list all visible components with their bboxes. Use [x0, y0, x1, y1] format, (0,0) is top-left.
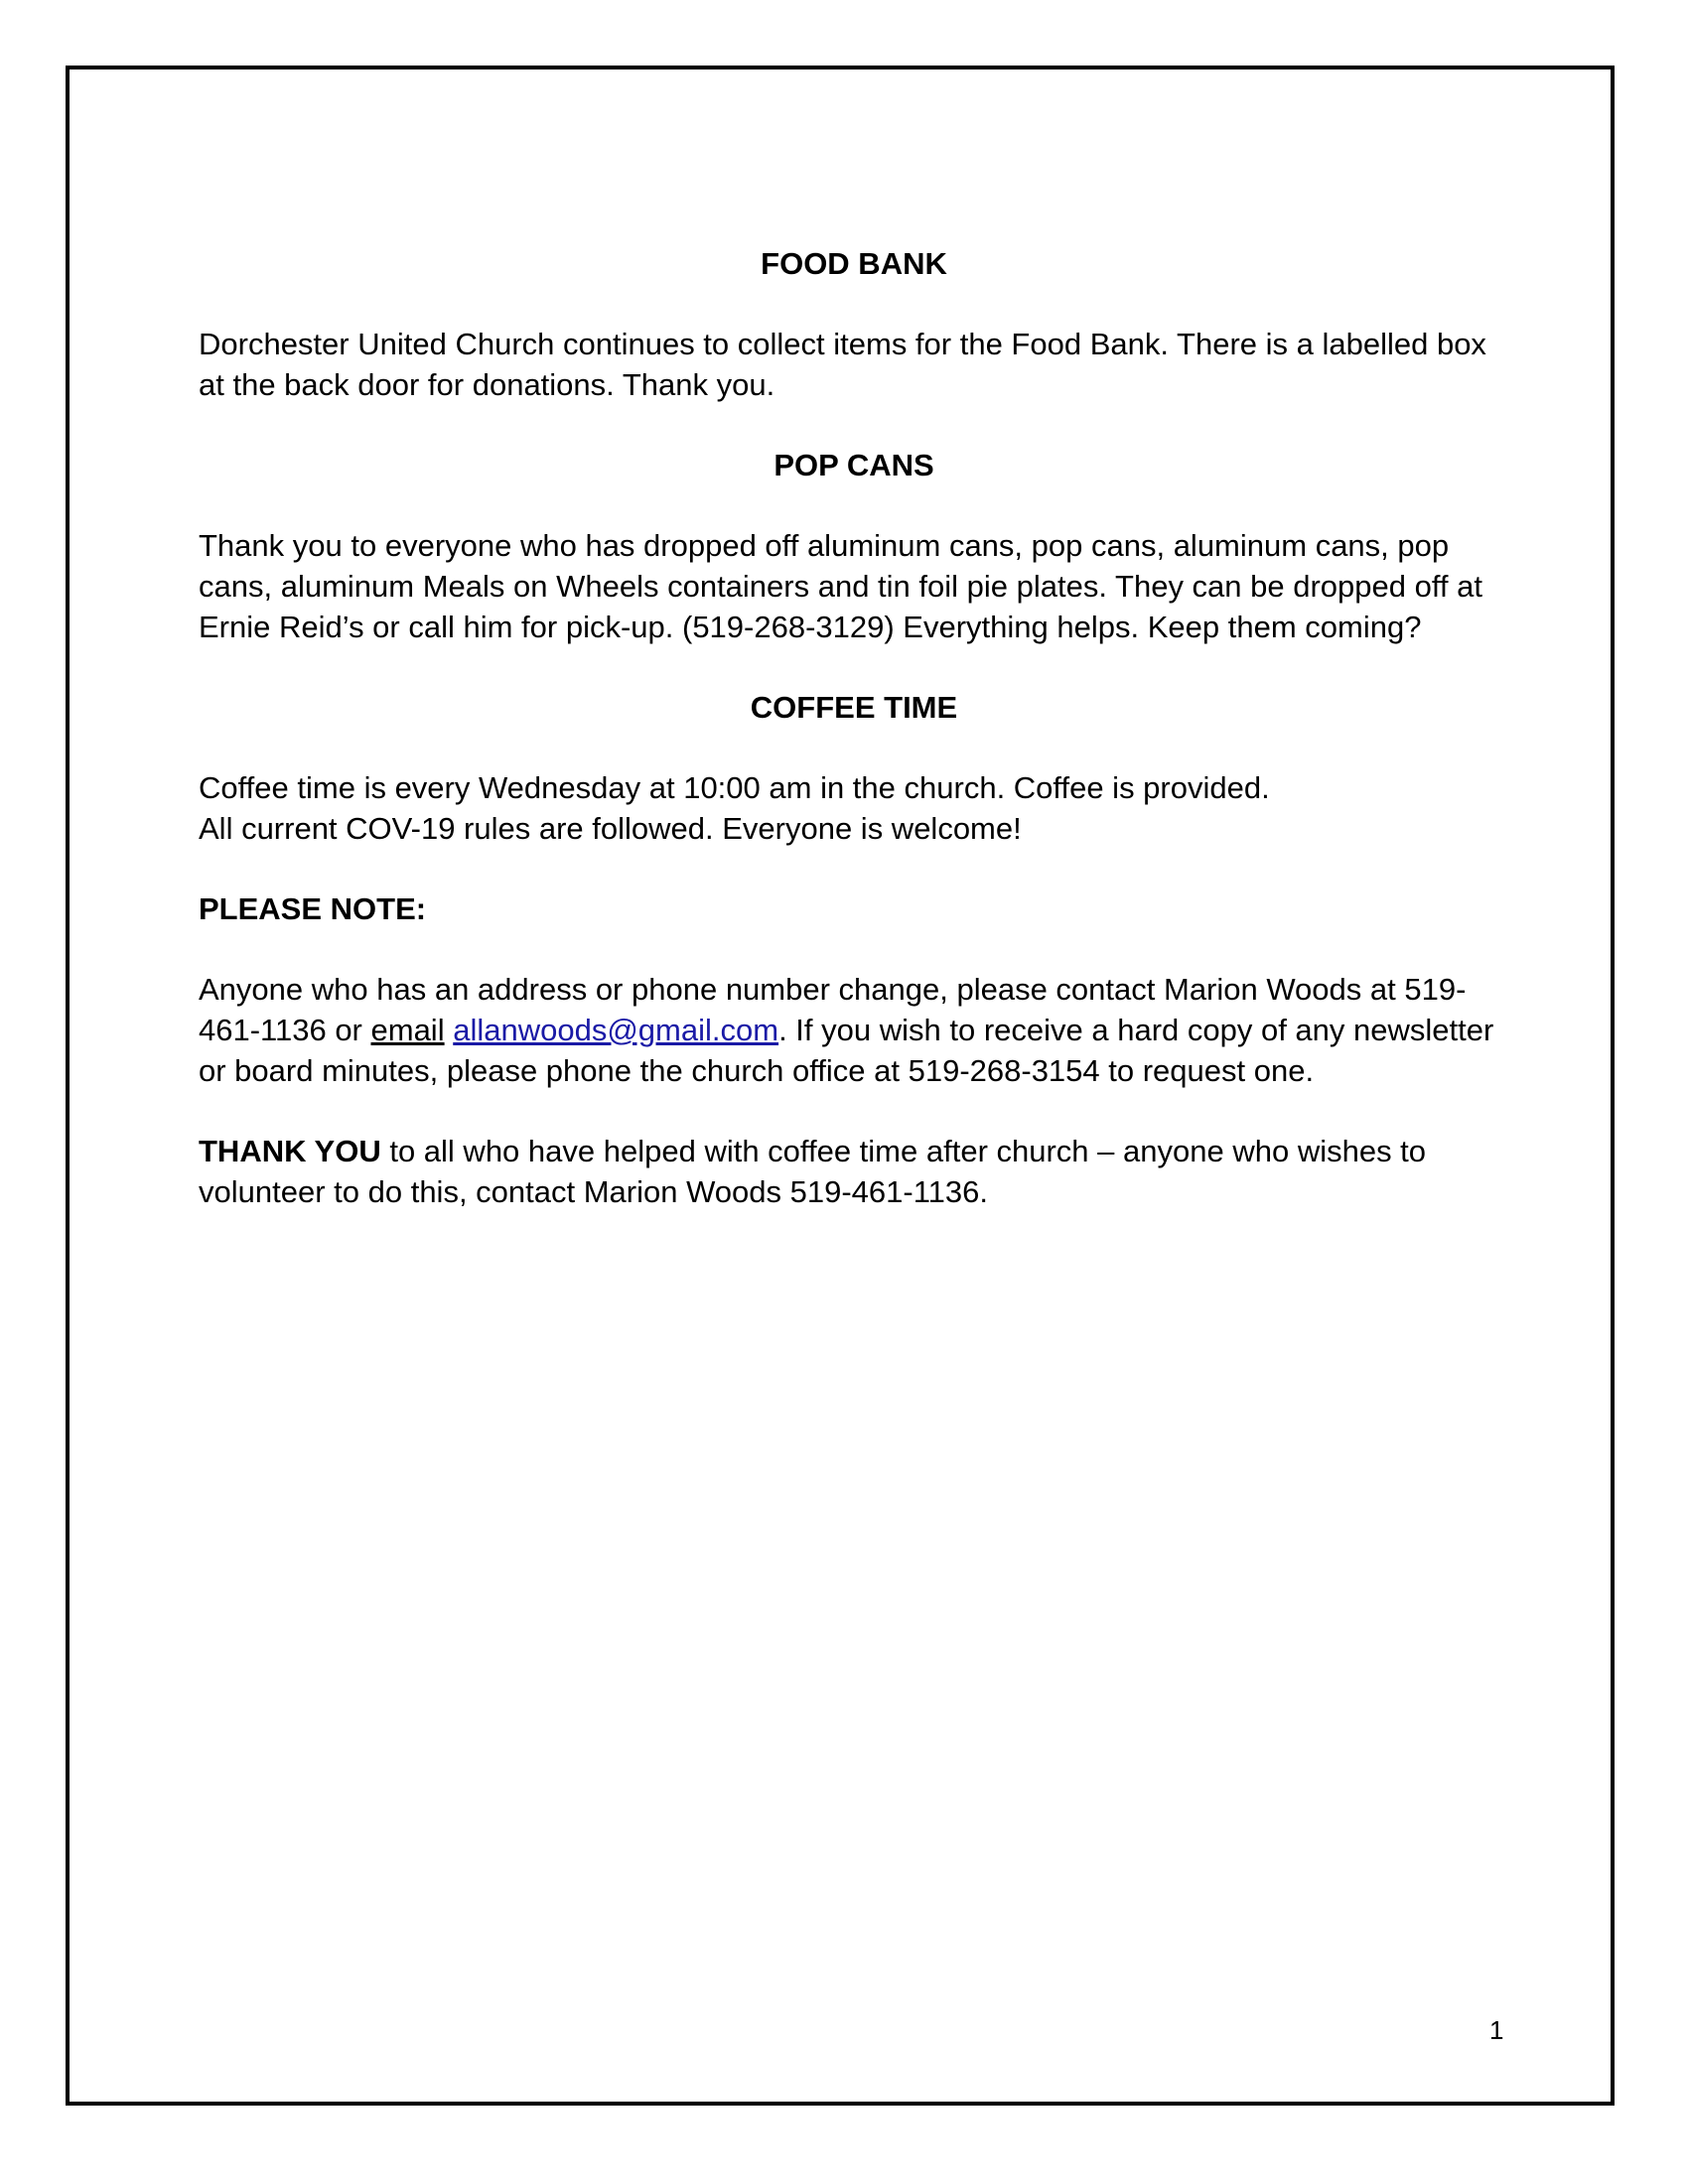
please-note-heading: PLEASE NOTE: [199, 891, 427, 926]
document-body [199, 243, 1509, 1252]
email-label: email [370, 1013, 445, 1047]
please-note-text-before: Anyone who has an address or phone number change, please contact Marion Woods at 519-461-1136 or [199, 972, 1467, 1047]
food-bank-paragraph: Dorchester United Church continues to collect items for the Food Bank. There is a labelled box at the back door for donations. Thank you. [199, 327, 1486, 402]
pop-cans-heading: POP CANS [774, 448, 934, 482]
page-number: 1 [1489, 2015, 1504, 2045]
thank-you-paragraph [199, 1131, 1509, 1212]
thank-you-lead: THANK YOU [199, 1134, 381, 1168]
please-note-text-after: . If you wish to receive a hard copy of any newsletter or board minutes, please phone the church office at 519-268-3154 to request one. [199, 1013, 1494, 1088]
pop-cans-paragraph: Thank you to everyone who has dropped off aluminum cans, pop cans, aluminum cans, pop cans, aluminum Meals on Wheels containers and tin foil pie plates. They can be dropped off at Ernie Reid’s or call him for pick-up. (519-268-3129) Everything helps. Keep them coming? [199, 528, 1482, 644]
please-note-paragraph [199, 969, 1509, 1091]
coffee-time-heading: COFFEE TIME [750, 690, 958, 725]
coffee-time-line-1: Coffee time is every Wednesday at 10:00 am in the church. Coffee is provided. [199, 770, 1270, 805]
email-link[interactable]: allanwoods@gmail.com [453, 1013, 779, 1047]
coffee-time-line-2: All current COV-19 rules are followed. Everyone is welcome! [199, 811, 1022, 846]
thank-you-text: to all who have helped with coffee time after church – anyone who wishes to volunteer to do this, contact Marion Woods 519-461-1136. [199, 1134, 1427, 1209]
food-bank-heading: FOOD BANK [761, 246, 947, 281]
